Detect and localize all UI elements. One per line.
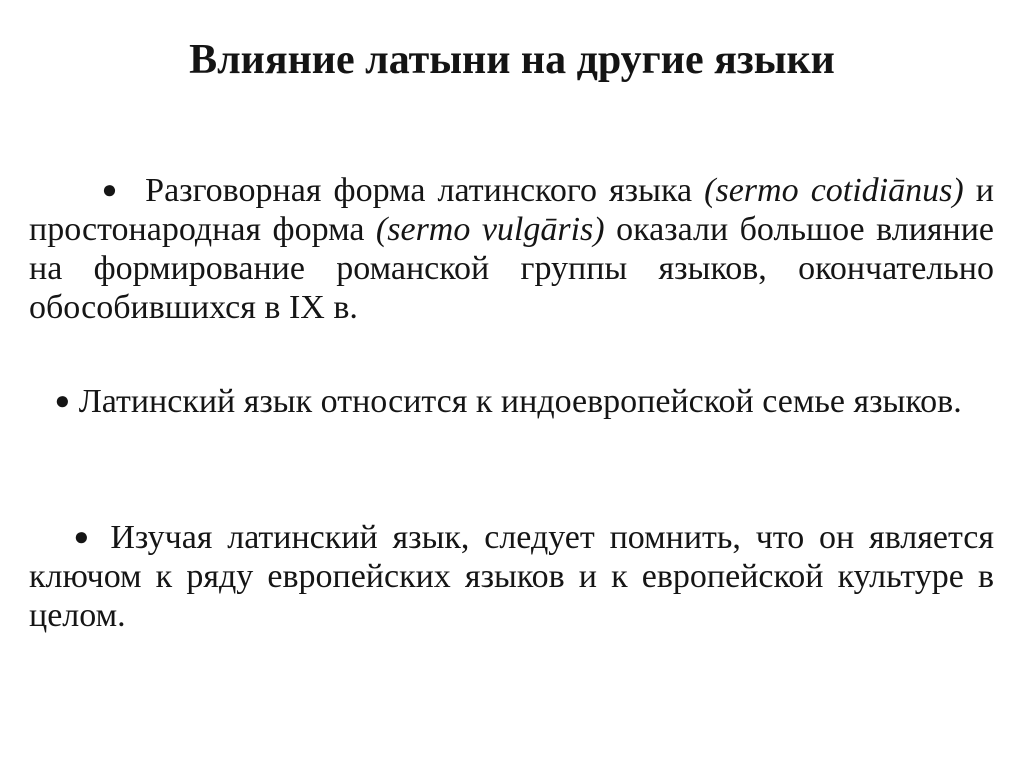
latin-term: (sermo cotidiānus) — [704, 172, 964, 209]
latin-term: (sermo vulgāris) — [375, 211, 605, 248]
paragraph-indo-european — [29, 381, 994, 421]
bullet-icon: ● — [73, 522, 96, 551]
bullet-icon: ● — [101, 175, 121, 204]
slide-title: Влияние латыни на другие языки — [189, 37, 835, 83]
paragraph-text: Изучая латинский язык, следует помнить, что он является ключом к ряду европейских языков и к европейской культуре в целом. — [29, 519, 994, 634]
paragraph-key-to-languages — [29, 517, 994, 635]
paragraph-text: Латинский язык относится к индоевропейской семье языков. — [78, 383, 962, 420]
paragraph-romance-influence — [29, 170, 994, 327]
bullet-icon: ● — [54, 386, 71, 415]
paragraph-text: оказали большое влияние на формирование романской группы языков, окончательно обособившихся в IX в. — [29, 211, 995, 326]
paragraph-text: Разговорная форма латинского языка — [145, 172, 705, 209]
paragraph-text: и простонародная форма — [29, 172, 994, 248]
